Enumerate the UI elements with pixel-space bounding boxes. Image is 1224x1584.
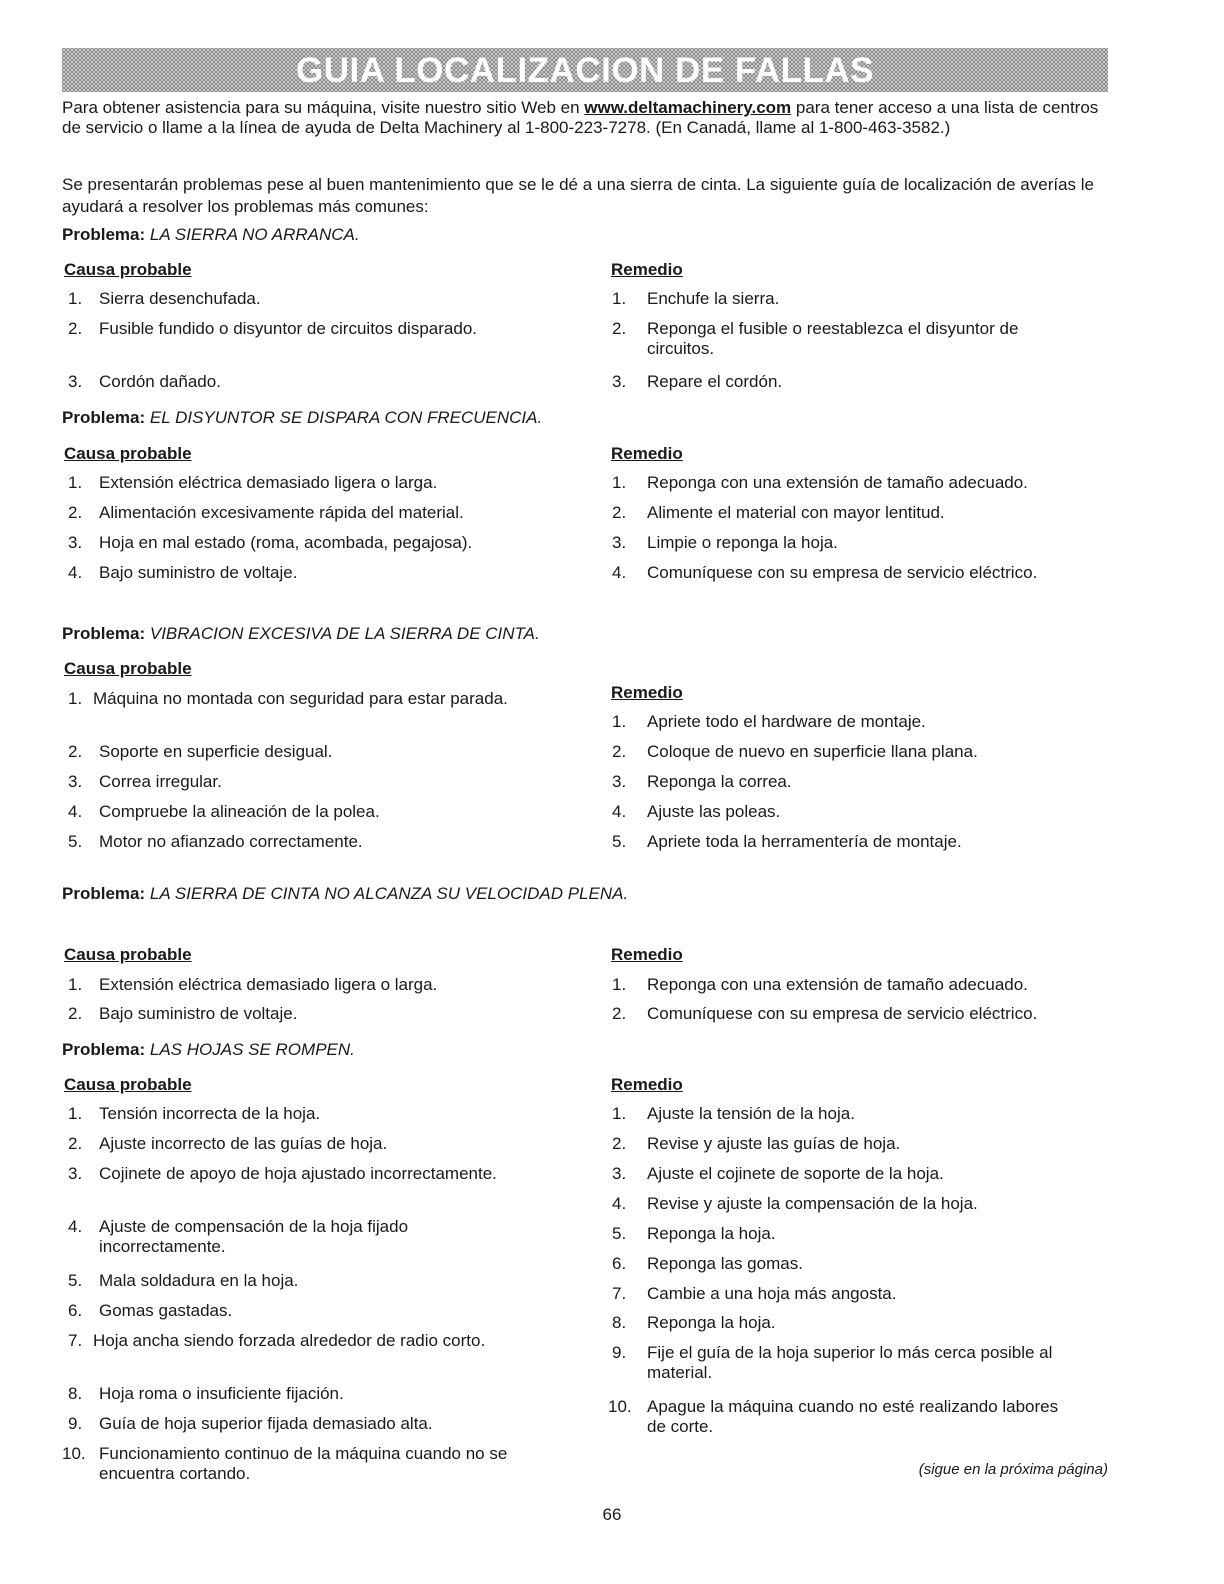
item-text: Apague la máquina cuando no esté realizando labores de corte. — [647, 1397, 1059, 1436]
item-text: Reponga la correa. — [647, 772, 792, 791]
item-text: Ajuste incorrecto de las guías de hoja. — [99, 1134, 388, 1153]
item-text: Reponga las gomas. — [647, 1254, 803, 1273]
cause-item — [68, 473, 548, 493]
remedy-item — [612, 1254, 1106, 1274]
item-text: Bajo suministro de voltaje. — [99, 563, 298, 582]
item-text: Fusible fundido o disyuntor de circuitos disparado. — [99, 319, 477, 338]
item-number: 3. — [612, 533, 627, 552]
intro-paragraph — [62, 98, 1108, 138]
page-title: GUIA LOCALIZACION DE FALLAS — [295, 51, 874, 90]
item-number: 4. — [612, 563, 627, 582]
cause-item — [68, 1104, 548, 1124]
item-number: 1. — [68, 689, 83, 708]
remedy-item — [612, 1313, 1106, 1333]
item-number: 8. — [612, 1313, 627, 1332]
remedy-item — [612, 1104, 1106, 1124]
cause-item — [68, 1217, 528, 1257]
problem-title: LA SIERRA DE CINTA NO ALCANZA SU VELOCIDAD PLENA. — [149, 884, 629, 903]
item-text: Reponga el fusible o reestablezca el disyuntor de circuitos. — [647, 319, 1019, 358]
item-text: Fije el guía de la hoja superior lo más cerca posible al material. — [647, 1343, 1053, 1382]
cause-item — [68, 533, 548, 553]
item-text: Ajuste las poleas. — [647, 802, 781, 821]
item-number: 3. — [68, 372, 83, 391]
remedy-item — [612, 712, 1106, 732]
problem-label: Problema: — [62, 624, 146, 643]
remedy-header: Remedio — [611, 260, 683, 279]
item-number: 4. — [612, 802, 627, 821]
item-number: 1. — [612, 975, 627, 994]
cause-item — [68, 772, 548, 792]
remedy-item — [612, 772, 1106, 792]
website-link[interactable]: www.deltamachinery.com — [584, 98, 792, 117]
item-number: 3. — [612, 772, 627, 791]
item-number: 7. — [68, 1331, 83, 1350]
remedy-item — [612, 1224, 1106, 1244]
cause-header: Causa probable — [64, 659, 192, 678]
item-text: Comuníquese con su empresa de servicio eléctrico. — [647, 1004, 1038, 1023]
page-number: 66 — [602, 1505, 622, 1524]
item-number: 4. — [68, 1217, 83, 1236]
item-number: 2. — [612, 742, 627, 761]
item-number: 2. — [68, 503, 83, 522]
intro-text-start: Para obtener asistencia para su máquina, visite nuestro sitio Web en — [62, 98, 585, 117]
intro-text-end: para tener acceso a una lista de centros de servicio o llame a la línea de ayuda de Delta Machinery al 1-800-223-7278. (En Canadá, llame al 1-800-463-3582.) — [62, 98, 1099, 137]
item-number: 1. — [612, 712, 627, 731]
item-number: 2. — [612, 1134, 627, 1153]
cause-item — [68, 975, 548, 995]
item-number: 4. — [612, 1194, 627, 1213]
intro-paragraph-2: Se presentarán problemas pese al buen mantenimiento que se le dé a una sierra de cinta. La siguiente guía de localización de averías le ayudará a resolver los problemas más comunes: — [62, 175, 1094, 216]
cause-item — [68, 372, 548, 392]
remedy-item — [612, 1284, 1106, 1304]
remedy-item — [612, 1134, 1106, 1154]
problem-title: LA SIERRA NO ARRANCA. — [149, 225, 360, 244]
item-text: Correa irregular. — [99, 772, 222, 791]
problem-title: LAS HOJAS SE ROMPEN. — [149, 1040, 355, 1059]
cause-item — [62, 689, 532, 709]
remedy-item — [612, 289, 1106, 309]
item-text: Revise y ajuste la compensación de la hoja. — [647, 1194, 978, 1213]
item-number: 9. — [612, 1343, 627, 1362]
item-text: Cordón dañado. — [99, 372, 221, 391]
remedy-item — [612, 832, 1106, 852]
item-number: 1. — [612, 1104, 627, 1123]
remedy-item — [612, 473, 1106, 493]
cause-header: Causa probable — [64, 260, 192, 279]
item-number: 3. — [612, 1164, 627, 1183]
remedy-header: Remedio — [611, 945, 683, 964]
cause-item — [68, 1301, 548, 1321]
item-number: 5. — [612, 1224, 627, 1243]
item-number: 6. — [68, 1301, 83, 1320]
item-text: Bajo suministro de voltaje. — [99, 1004, 298, 1023]
problem-heading — [62, 408, 542, 428]
remedy-item — [612, 1164, 1106, 1184]
item-number: 2. — [68, 1004, 83, 1023]
item-text: Compruebe la alineación de la polea. — [99, 802, 380, 821]
item-text: Hoja roma o insuficiente fijación. — [99, 1384, 344, 1403]
item-text: Alimente el material con mayor lentitud. — [647, 503, 945, 522]
item-text: Reponga con una extensión de tamaño adecuado. — [647, 473, 1028, 492]
item-text: Revise y ajuste las guías de hoja. — [647, 1134, 901, 1153]
item-text: Extensión eléctrica demasiado ligera o larga. — [99, 473, 438, 492]
item-text: Apriete toda la herramentería de montaje. — [647, 832, 962, 851]
item-number: 1. — [68, 1104, 83, 1123]
item-text: Ajuste el cojinete de soporte de la hoja. — [647, 1164, 944, 1183]
cause-item — [68, 1414, 548, 1434]
item-text: Tensión incorrecta de la hoja. — [99, 1104, 321, 1123]
item-text: Cambie a una hoja más angosta. — [647, 1284, 897, 1303]
item-number: 1. — [68, 473, 83, 492]
problem-title: EL DISYUNTOR SE DISPARA CON FRECUENCIA. — [149, 408, 543, 427]
remedy-header: Remedio — [611, 444, 683, 463]
item-text: Apriete todo el hardware de montaje. — [647, 712, 926, 731]
item-text: Soporte en superficie desigual. — [99, 742, 333, 761]
cause-item — [62, 1444, 562, 1484]
item-text: Sierra desenchufada. — [99, 289, 261, 308]
cause-header: Causa probable — [64, 1075, 192, 1094]
cause-item — [68, 1164, 518, 1184]
item-text: Cojinete de apoyo de hoja ajustado incorrectamente. — [99, 1164, 497, 1183]
item-text: Limpie o reponga la hoja. — [647, 533, 838, 552]
cause-item — [68, 1384, 548, 1404]
item-text: Máquina no montada con seguridad para estar parada. — [93, 689, 508, 708]
item-number: 7. — [612, 1284, 627, 1303]
cause-item — [68, 319, 548, 339]
problem-heading — [62, 884, 662, 904]
item-number: 3. — [68, 772, 83, 791]
item-number: 5. — [612, 832, 627, 851]
cause-item — [62, 1331, 562, 1351]
item-number: 5. — [68, 1271, 83, 1290]
item-number: 3. — [68, 533, 83, 552]
problem-heading — [62, 1040, 355, 1060]
cause-item — [68, 1004, 548, 1024]
item-text: Enchufe la sierra. — [647, 289, 780, 308]
item-text: Hoja ancha siendo forzada alrededor de radio corto. — [93, 1331, 486, 1350]
item-number: 8. — [68, 1384, 83, 1403]
remedy-item — [612, 975, 1106, 995]
cause-header: Causa probable — [64, 444, 192, 463]
item-number: 1. — [68, 289, 83, 308]
item-text: Funcionamiento continuo de la máquina cuando no se encuentra cortando. — [99, 1444, 508, 1483]
problem-label: Problema: — [62, 408, 146, 427]
item-number: 2. — [612, 319, 627, 338]
item-number: 10. — [62, 1444, 86, 1463]
item-number: 1. — [68, 975, 83, 994]
problem-heading — [62, 624, 540, 644]
cause-header: Causa probable — [64, 945, 192, 964]
item-number: 4. — [68, 563, 83, 582]
remedy-item — [612, 533, 1106, 553]
item-text: Hoja en mal estado (roma, acombada, pegajosa). — [99, 533, 473, 552]
item-number: 2. — [68, 319, 83, 338]
item-text: Mala soldadura en la hoja. — [99, 1271, 299, 1290]
problem-title: VIBRACION EXCESIVA DE LA SIERRA DE CINTA. — [149, 624, 540, 643]
cause-item — [68, 289, 548, 309]
item-number: 9. — [68, 1414, 83, 1433]
remedy-item — [612, 563, 1106, 583]
item-number: 3. — [68, 1164, 83, 1183]
remedy-item — [612, 372, 1106, 392]
item-number: 2. — [612, 1004, 627, 1023]
item-number: 1. — [612, 473, 627, 492]
remedy-item — [612, 1004, 1106, 1024]
item-number: 6. — [612, 1254, 627, 1273]
item-text: Ajuste la tensión de la hoja. — [647, 1104, 855, 1123]
item-text: Reponga la hoja. — [647, 1224, 776, 1243]
item-number: 10. — [608, 1397, 632, 1416]
item-number: 3. — [612, 372, 627, 391]
item-text: Extensión eléctrica demasiado ligera o larga. — [99, 975, 438, 994]
remedy-item — [608, 1397, 1066, 1437]
item-number: 2. — [612, 503, 627, 522]
item-text: Motor no afianzado correctamente. — [99, 832, 363, 851]
cause-item — [68, 1134, 548, 1154]
item-text: Reponga con una extensión de tamaño adecuado. — [647, 975, 1028, 994]
item-number: 2. — [68, 742, 83, 761]
item-text: Ajuste de compensación de la hoja fijado incorrectamente. — [99, 1217, 409, 1256]
problem-label: Problema: — [62, 884, 146, 903]
item-text: Coloque de nuevo en superficie llana plana. — [647, 742, 978, 761]
problem-label: Problema: — [62, 225, 146, 244]
item-text: Alimentación excesivamente rápida del material. — [99, 503, 464, 522]
cause-item — [68, 832, 548, 852]
cause-item — [68, 1271, 548, 1291]
cause-item — [68, 503, 548, 523]
item-text: Reponga la hoja. — [647, 1313, 776, 1332]
continued-note: (sigue en la próxima página) — [918, 1461, 1108, 1478]
item-number: 5. — [68, 832, 83, 851]
item-number: 2. — [68, 1134, 83, 1153]
remedy-item — [612, 1194, 1106, 1214]
problem-label: Problema: — [62, 1040, 146, 1059]
cause-item — [68, 563, 548, 583]
problem-heading — [62, 225, 360, 245]
remedy-item — [612, 802, 1106, 822]
remedy-item — [612, 1343, 1096, 1383]
item-text: Guía de hoja superior fijada demasiado alta. — [99, 1414, 433, 1433]
item-text: Repare el cordón. — [647, 372, 783, 391]
remedy-item — [612, 319, 1086, 359]
item-text: Gomas gastadas. — [99, 1301, 233, 1320]
remedy-header: Remedio — [611, 683, 683, 702]
title-banner — [62, 48, 1108, 92]
remedy-item — [612, 742, 1106, 762]
remedy-header: Remedio — [611, 1075, 683, 1094]
item-number: 4. — [68, 802, 83, 821]
remedy-item — [612, 503, 1106, 523]
cause-item — [68, 802, 548, 822]
item-text: Comuníquese con su empresa de servicio eléctrico. — [647, 563, 1038, 582]
cause-item — [68, 742, 548, 762]
item-number: 1. — [612, 289, 627, 308]
